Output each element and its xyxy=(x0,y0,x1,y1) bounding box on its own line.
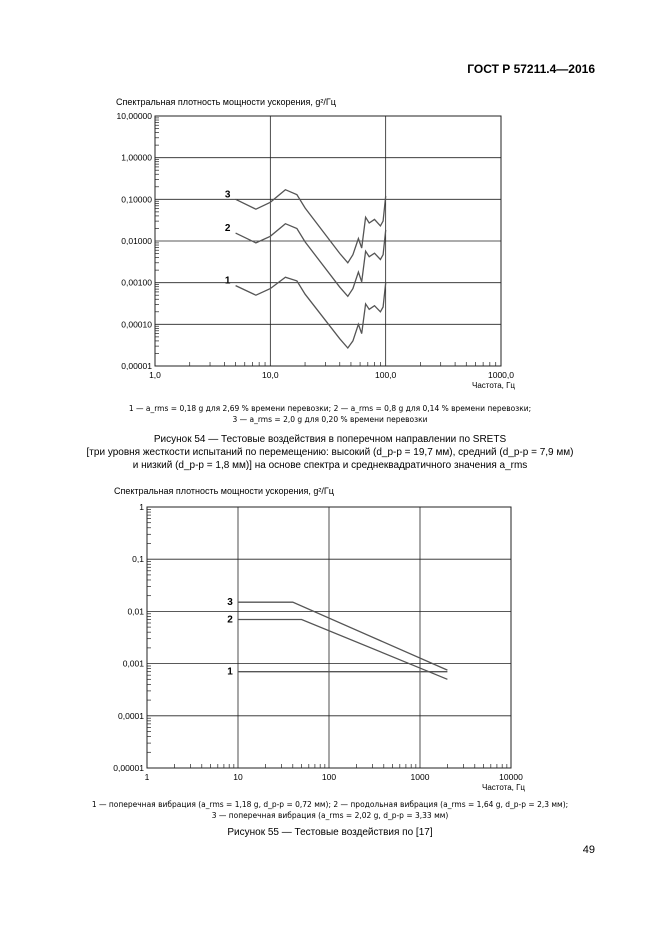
y-tick-label: 0,01000 xyxy=(121,236,152,246)
y-tick-label: 10,00000 xyxy=(116,111,152,121)
y-tick-label: 0,001 xyxy=(122,658,144,669)
y-tick-label: 0,00001 xyxy=(113,763,144,773)
figure54-chart xyxy=(90,108,530,398)
series-line-3 xyxy=(236,190,386,263)
y-tick-label: 0,0001 xyxy=(118,710,144,721)
series-line-2 xyxy=(238,620,447,680)
y-tick-label: 1 xyxy=(139,502,144,512)
y-tick-label: 0,10000 xyxy=(121,194,152,205)
x-tick-label: 1000,0 xyxy=(488,370,514,380)
figure55-chart xyxy=(80,498,540,796)
x-tick-label: 10000 xyxy=(499,772,523,782)
chart2-ylabel: Спектральная плотность мощности ускорения, g²/Гц xyxy=(114,486,334,496)
x-tick-label: 100,0 xyxy=(375,370,397,380)
figure54-caption-line2: [три уровня жесткости испытаний по перемещению: высокий (d_p-p = 19,7 мм), средний (d_p-p = 7,9 мм) xyxy=(86,447,574,458)
figure55-caption: Рисунок 55 — Тестовые воздействия по [17] xyxy=(227,827,433,838)
x-tick-label: 10,0 xyxy=(262,370,279,380)
x-tick-label: 10 xyxy=(233,772,243,782)
figure54-caption-title: Рисунок 54 — Тестовые воздействия в поперечном направлении по SRETS xyxy=(153,434,507,445)
y-tick-label: 0,00010 xyxy=(121,319,152,330)
y-tick-label: 0,00001 xyxy=(121,361,152,371)
page-number: 49 xyxy=(582,844,595,856)
y-tick-label: 0,1 xyxy=(132,554,144,565)
series-label-1: 1 xyxy=(224,275,231,287)
series-label-2: 2 xyxy=(227,614,233,626)
figure55-legend-line1: 1 — поперечная вибрация (a_rms = 1,18 g, d_p-p = 0,72 мм); 2 — продольная вибрация (a_rms = 1,64 g, d_p-p = 2,3 мм); xyxy=(91,800,569,809)
x-tick-label: 1000 xyxy=(410,772,430,782)
y-tick-label: 0,01 xyxy=(127,606,144,617)
series-label-3: 3 xyxy=(224,189,231,201)
figure54-legend-line2: 3 — a_rms = 2,0 g для 0,20 % времени перевозки xyxy=(232,415,428,424)
figure54-legend-line1: 1 — a_rms = 0,18 g для 2,69 % времени перевозки; 2 — a_rms = 0,8 g для 0,14 % времени перевозки; xyxy=(128,404,532,413)
y-tick-label: 1,00000 xyxy=(121,152,152,163)
x-tick-label: 1 xyxy=(144,772,150,782)
figure54-caption-line3: и низкий (d_p-p = 1,8 мм)] на основе спектра и среднеквадратичного значения a_rms xyxy=(132,460,528,471)
x-axis-title: Частота, Гц xyxy=(471,381,515,390)
series-label-1: 1 xyxy=(227,666,233,678)
series-line-1 xyxy=(236,277,386,348)
series-label-3: 3 xyxy=(227,597,233,609)
series-label-2: 2 xyxy=(224,223,231,235)
figure55-legend-line2: 3 — поперечная вибрация (a_rms = 2,02 g, d_p-p = 3,33 мм) xyxy=(211,811,449,820)
document-header: ГОСТ Р 57211.4—2016 xyxy=(467,62,595,76)
x-tick-label: 1,0 xyxy=(149,370,161,380)
x-axis-title: Частота, Гц xyxy=(481,783,525,792)
y-tick-label: 0,00100 xyxy=(121,277,152,288)
x-tick-label: 100 xyxy=(321,772,337,782)
chart1-ylabel: Спектральная плотность мощности ускорения, g²/Гц xyxy=(116,97,336,107)
